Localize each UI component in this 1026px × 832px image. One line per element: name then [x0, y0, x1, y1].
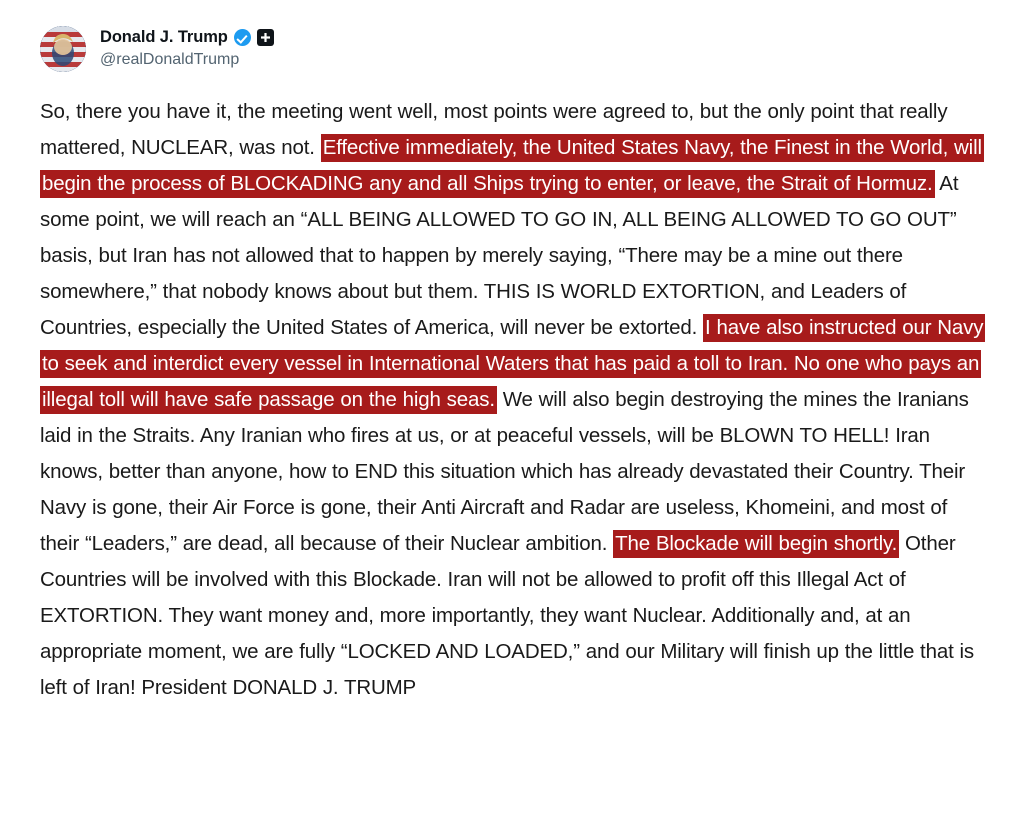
- text-segment: Other Countries will be involved with this Blockade. Iran will not be allowed to profit off this Illegal Act of EXTORTION. They want money and, more importantly, they want Nuclear. Additionally and, at an appropriate moment, we are fully “LOCKED AND LOADED,” and our Military will finish up the little that is left of Iran! President DONALD J. TRUMP: [40, 532, 975, 699]
- text-segment: We will also begin destroying the mines the Iranians laid in the Straits. Any Iranian who fires at us, or at peaceful vessels, will be BLOWN TO HELL! Iran knows, better than anyone, how to END this situation which has already devastated their Country. Their Navy is gone, their Air Force is gone, their Anti Aircraft and Radar are useless, Khomeini, and most of their “Leaders,” are dead, all because of their Nuclear ambition.: [40, 388, 969, 555]
- author-handle[interactable]: @realDonaldTrump: [100, 50, 240, 68]
- author-names: [100, 26, 274, 69]
- text-segment: So, there you have it, the meeting went well, most points were agreed to, but the only point that really mattered, NUCLEAR, was not.: [40, 100, 948, 159]
- highlighted-text-segment: I have also instructed our Navy to seek and interdict every vessel in International Waters that has paid a toll to Iran. No one who pays an illegal toll will have safe passage on the high seas.: [40, 314, 985, 414]
- text-segment: At some point, we will reach an “ALL BEING ALLOWED TO GO IN, ALL BEING ALLOWED TO GO OUT” basis, but Iran has not allowed that to happen by merely saying, “There may be a mine out there somewhere,” that nobody knows about but them. THIS IS WORLD EXTORTION, and Leaders of Countries, especially the United States of America, will never be extorted.: [40, 172, 959, 339]
- post-body: [40, 94, 986, 706]
- highlighted-text-segment: The Blockade will begin shortly.: [613, 530, 899, 558]
- verified-check-icon: [234, 29, 251, 46]
- author-name-row: [100, 28, 274, 48]
- highlighted-text-segment: Effective immediately, the United States Navy, the Finest in the World, will begin the process of BLOCKADING any and all Ships trying to enter, or leave, the Strait of Hormuz.: [40, 134, 984, 198]
- post-header: [40, 26, 986, 72]
- avatar[interactable]: [40, 26, 86, 72]
- affiliate-badge-icon[interactable]: [257, 29, 274, 46]
- author-display-name: Donald J. Trump: [100, 28, 228, 46]
